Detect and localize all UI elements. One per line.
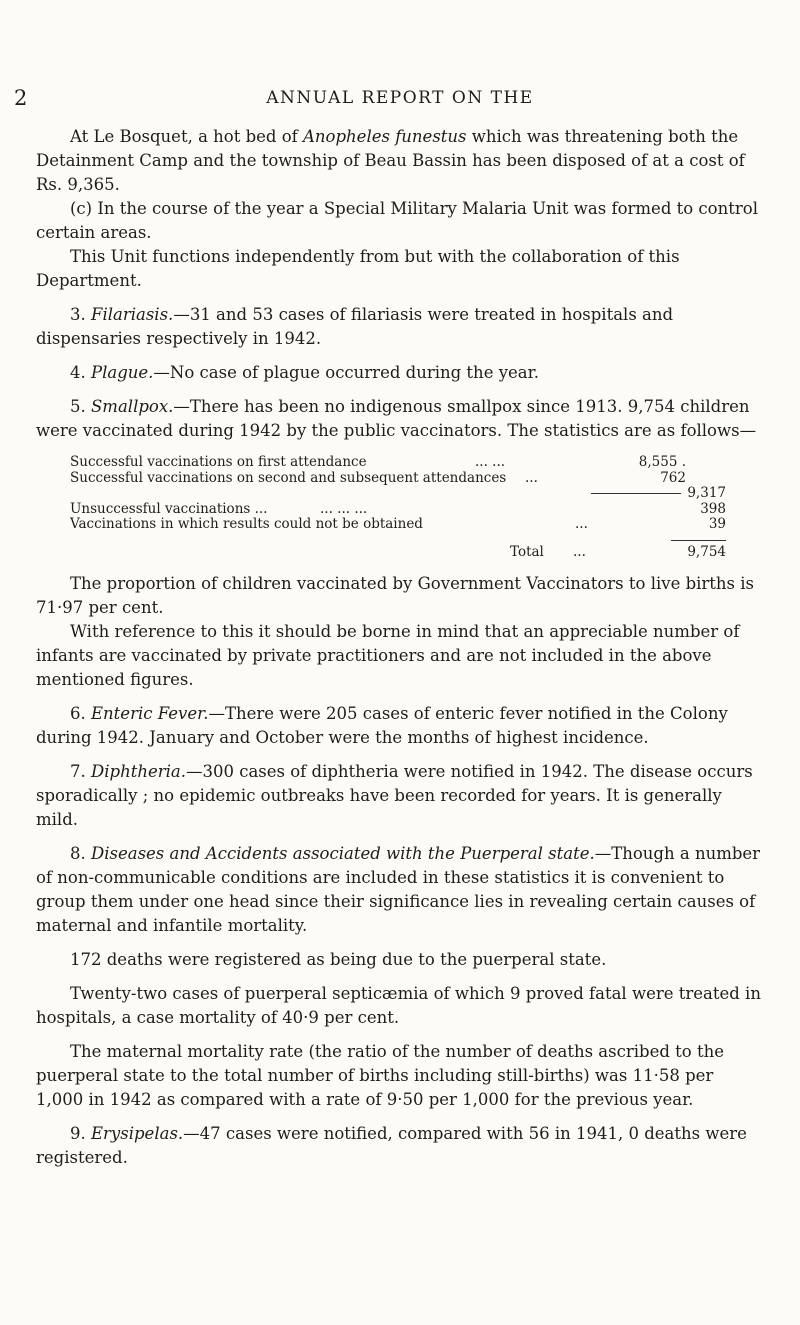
paragraph-malaria-unit: (c) In the course of the year a Special Military Malaria Unit was formed to control certain areas. xyxy=(36,199,758,242)
section-erysipelas: 9. Erysipelas.—47 cases were notified, compared with 56 in 1941, 0 deaths were registered. xyxy=(36,1124,747,1167)
paragraph-vaccination-proportion: The proportion of children vaccinated by Government Vaccinators to live births is 71·97 per cent. xyxy=(36,574,755,617)
paragraph-le-bosquet: At Le Bosquet, a hot bed of Anopheles funestus which was threatening both the Detainment Camp and the township of Beau Bassin has been disposed of at a cost of Rs. 9,365. xyxy=(36,127,745,194)
section-title: Plague. xyxy=(91,363,154,382)
section-plague: 4. Plague.—No case of plague occurred during the year. xyxy=(70,363,539,382)
section-title: Smallpox. xyxy=(91,397,174,416)
section-diphtheria: 7. Diphtheria.—300 cases of diphtheria were notified in 1942. The disease occurs sporadically ; no epidemic outbreaks have been recorded for years. It is generally mild. xyxy=(36,762,753,829)
table-subtotal-row: 9,317 xyxy=(70,486,726,502)
section-title: Diseases and Accidents associated with the Puerperal state. xyxy=(91,844,595,863)
section-smallpox: 5. Smallpox.—There has been no indigenous smallpox since 1913. 9,754 children were vaccinated during 1942 by the public vaccinators. The statistics are as follows— xyxy=(36,397,757,440)
table-row: Successful vaccinations on second and subsequent attendances ... 762 xyxy=(70,469,686,486)
section-title: Erysipelas. xyxy=(91,1124,184,1143)
table-row: Vaccinations in which results could not be obtained ... 39 xyxy=(70,516,726,532)
page-header xyxy=(0,86,800,110)
section-enteric-fever: 6. Enteric Fever.—There were 205 cases of enteric fever notified in the Colony during 1942. January and October were the months of highest incidence. xyxy=(36,704,728,747)
section-title: Diphtheria. xyxy=(91,762,186,781)
body-text xyxy=(36,125,763,1170)
running-title: ANNUAL REPORT ON THE xyxy=(266,88,534,108)
paragraph-septicaemia: Twenty-two cases of puerperal septicæmia of which 9 proved fatal were treated in hospitals, a case mortality of 40·9 per cent. xyxy=(36,984,761,1027)
table-row: Unsuccessful vaccinations ... ... ... ... 398 xyxy=(70,500,726,517)
vaccination-statistics-table xyxy=(70,455,726,560)
paragraph-puerperal-deaths: 172 deaths were registered as being due to the puerperal state. xyxy=(70,950,607,969)
section-title: Enteric Fever. xyxy=(91,704,209,723)
table-row: Successful vaccinations on first attendance ... ... 8,555 . xyxy=(70,454,686,470)
paragraph-unit-functions: This Unit functions independently from but with the collaboration of this Department. xyxy=(36,247,680,290)
paragraph-private-practitioners: With reference to this it should be borne in mind that an appreciable number of infants are vaccinated by private practitioners and are not included in the above mentioned figures. xyxy=(36,622,740,689)
paragraph-maternal-mortality: The maternal mortality rate (the ratio of the number of deaths ascribed to the puerperal state to the total number of births including still-births) was 11·58 per 1,000 in 1942 as compared with a rate of 9·50 per 1,000 for the previous year. xyxy=(36,1042,724,1109)
total-rule xyxy=(671,540,726,541)
section-title: Filariasis. xyxy=(91,305,174,324)
section-puerperal-state: 8. Diseases and Accidents associated with the Puerperal state.—Though a number of non-communicable conditions are included in these statistics it is convenient to group them under one head since their significance lies in revealing certain causes of maternal and infantile mortality. xyxy=(36,844,761,935)
page-number: 2 xyxy=(14,86,28,110)
table-total-row: Total ... 9,754 xyxy=(70,545,726,561)
species-name: Anopheles funestus xyxy=(303,127,467,146)
section-filariasis: 3. Filariasis.—31 and 53 cases of filariasis were treated in hospitals and dispensaries respectively in 1942. xyxy=(36,305,674,348)
